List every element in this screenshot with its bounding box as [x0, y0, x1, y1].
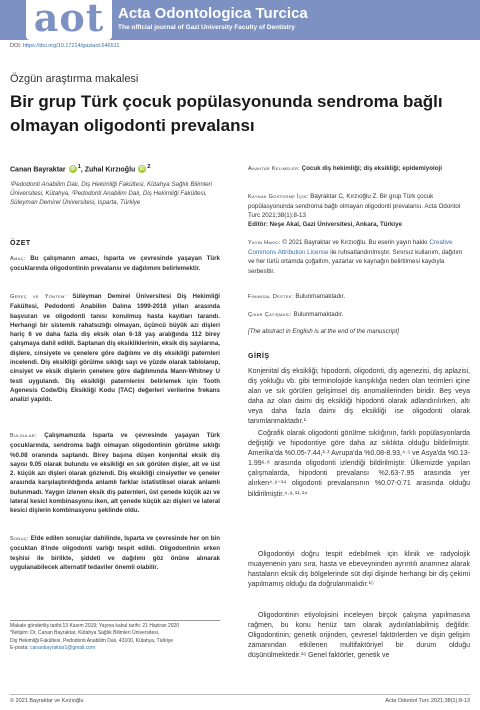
editor-text: Neşe Akal, Gazi Üniversitesi, Ankara, Türkiye: [269, 221, 402, 228]
citation-label: Kaynak Gösterme İçin:: [248, 194, 309, 200]
footer-citation: Acta Odontol Turc 2021;38(1):8-13: [385, 698, 470, 704]
cc-license-link[interactable]: Creative Commons Attribution License: [248, 239, 453, 257]
journal-logo: [26, 0, 112, 40]
abstract-note: [The abstract in English is at the end of the manuscript]: [248, 328, 399, 335]
footnote-dates: Makale gönderiliş tarihi:13 Kasım 2019; Yayına kabul tarihi: 21 Haziran 2020: [10, 623, 180, 629]
ozet-heading: ÖZET: [10, 240, 31, 247]
keywords-text: Çocuk diş hekimliği; diş eksikliği; epidemiyoloji: [301, 165, 442, 172]
amac-label: Amaç:: [10, 256, 26, 262]
editor: [248, 220, 470, 229]
orcid-icon[interactable]: iD: [70, 166, 76, 173]
email-link[interactable]: cananbayraktar1@gmail.com: [30, 644, 96, 651]
editor-label: Editör:: [248, 221, 268, 228]
amac-text: Bu çalışmanın amacı, Isparta ve çevresinde yaşayan Türk çocuklarında oligodontinin prevalansı ve dağılımını belirlemektir.: [10, 255, 220, 273]
author-2-sup: 2: [147, 164, 151, 170]
footer-copyright: © 2021 Bayraktar ve Kırzıoğlu: [10, 698, 84, 704]
footnote-divider: [10, 620, 220, 621]
abstract-sonuc: [10, 534, 220, 572]
funding-label: Finansal Destek:: [248, 294, 294, 300]
copyright-text-2: ile ruhsatlandırılmıştır. Sınırsız kullanım, dağıtım ve her türlü ortamda çoğaltım, yazarlar ve kaynağın belirtilmesi kaydıyla serbesttir.: [248, 249, 463, 275]
citation-text: Bayraktar C, Kırzıoğlu Z. Bir grup Türk çocuk popülasyonunda sendroma bağlı olmayan oligodonti prevalansı. Acta Odontol Turc 2021;38(1):8-13: [248, 193, 461, 220]
email-label: E-posta:: [10, 644, 31, 651]
affiliations: ¹Pedodonti Anabilim Dalı, Diş Hekimliği Fakültesi, Kütahya Sağlık Bilimleri Üniversitesi, Kütahya, ²Pedodonti Anabilim Dalı, Diş Hekimliği Fakültesi, Süleyman Demirel Üniversitesi, Isparta, Türkiye: [10, 181, 212, 206]
giris-paragraph-4: Oligodontinin etiyolojisini inceleyen birçok çalışma yapılmasına rağmen, bu konu henüz tam olarak aydınlatılabilmiş değildir. Oligodontinin; genetik orijinden, çevresel faktörlerden ve dişin gelişim zamanından etkilenen multifaktöriyel bir durum olduğu düşünülmektedir.¹⁶ Genel faktörler, genetik ve: [248, 612, 470, 660]
footnote-email-line: [10, 645, 240, 652]
bulgular-text: Çalışmamızda Isparta ve çevresinde yaşayan Türk çocuklarında, sendroma bağlı olmayan oligodontinin görülme sıklığı %0.08 oranında saptandı. Birey başına düşen konjenital eksik diş sayısı 9.05 olarak bulundu ve eksikliği en sık görülen dişler, alt ve üst 2. küçük azı dişleri olarak gözlendi. Diş eksikliği cinsiyetler ve çeneler arasında karşılaştırıldığında anlamlı farklar istatistiksel olarak anlamlı bulunmadı. Yaygın izlenen eksik diş paternleri, üst çenede küçük azı ve lateral kesici kombinasyonu iken, alt çenede küçük azı dişleri ve lateral kesici dişlerin kombinasyonu şeklinde oldu.: [10, 432, 220, 515]
journal-title: Acta Odontologica Turcica: [118, 5, 308, 22]
author-line: Canan Bayraktar iD $^1$, Zuhal Kırzıoğlu iD $^2$: [10, 164, 151, 174]
copyright: [248, 238, 470, 276]
giris-paragraph-3: Oligodontiyi doğru tespit edebilmek için klinik ve radyolojik muayenenin yanı sıra, hasta ve ebeveyninden ayrıntılı anamnez alarak hastaların eksik diş bölgelerinde süt dişi dişinde herhangi bir diş çekimi yapılmamış olduğu da doğrulanmalıdır.¹⁵: [248, 551, 470, 589]
abstract-bulgular: [10, 431, 220, 516]
author-2: Zuhal Kırzıoğlu: [84, 166, 136, 174]
orcid-icon[interactable]: iD: [139, 166, 145, 173]
sonuc-label: Sonuç:: [10, 536, 29, 542]
conflict-text: Bulunmamaktadır.: [293, 311, 344, 318]
journal-subtitle: The official journal of Gazi University Faculty of Dentistry: [118, 24, 295, 31]
doi-line: [10, 43, 119, 49]
funding-text: Bulunmamaktadır.: [295, 293, 346, 300]
footnote-address: Diş Hekimliği Fakültesi, Pedodonti Anabilim Dalı, 43100, Kütahya, Türkiye: [10, 637, 174, 644]
copyright-label: Yayın Hakkı:: [248, 240, 281, 246]
giris-heading: GİRİŞ: [248, 353, 270, 360]
article-type: Özgün araştırma makalesi: [10, 73, 139, 85]
doi-link[interactable]: https://doi.org/10.17214/gaziaot.646511: [22, 43, 120, 49]
conflict-label: Çıkar Çatışması:: [248, 312, 292, 318]
footnote-contact: *İletişim: Dr. Canan Bayraktar, Kütahya Sağlık Bilimleri Üniversitesi,: [10, 630, 160, 637]
footnote: [10, 623, 240, 652]
keywords: [248, 164, 470, 174]
doi-label: DOI:: [10, 43, 23, 49]
gy-text: Süleyman Demirel Üniversitesi Diş Hekimliği Fakültesi, Pedodonti Anabilim Dalına 1999-2018 yılları arasında başvuran ve oligodonti tanısı konulmuş hasta kayıtları tarandı. Herhangi bir sistemik rahatsızlığı olmayan, üçüncü büyük azı dişleri hariç 6 ve daha fazla diş eksik olan 6-18 yaş aralığında 112 birey çalışmaya dahil edildi. Saptanan diş eksikliklerinin, eksik diş sayılarına, dişlere, cinsiyete ve çenelere göre dağılımı ve diş eksikliği paternleri incelendi. Diş eksikliği görülme sıklığı sayı ve yüzde olarak tablolanıp, cinsiyet ve eksik dişlerin çenelere göre dağılımında Mann-Whitney U testi uygulandı. Diş eksikliği paternlerini belirlemek için Tooth Agenesis Code/Diş Eksikliği Kodu (TAC) değerleri verilerine frekans analizi yapıldı.: [10, 293, 220, 404]
author-1-sup: 1: [77, 164, 81, 170]
sonuc-text: Elde edilen sonuçlar dahilinde, Isparta ve çevresinde her on bin çocuktan 8'inde oligodonti varlığı tespit edildi. Oligodontinin erken teşhisi ile birlikte, şiddeti ve dağılımı göz önüne alınarak uygulanabilecek alternatif tedaviler önemli olabilir.: [10, 535, 220, 571]
article-title: Bir grup Türk çocuk popülasyonunda sendroma bağlı olmayan oligodonti prevalansı: [10, 92, 443, 135]
citation: [248, 192, 470, 221]
gy-label: Gereç ve Yöntem:: [10, 294, 67, 300]
copyright-text: © 2021 Bayraktar ve Kırzıoğlu. Bu eserin yayın hakkı: [282, 239, 428, 246]
author-1: Canan Bayraktar: [10, 166, 66, 174]
conflict: [248, 310, 470, 320]
giris-paragraph-2: Coğrafik olarak oligodonti görülme sıklığının, farklı popülasyonlarda değiştiği ve hipodontiye göre daha az sıklıkta olduğu bildirilmiştir. Amerika'da %0.05-7.44,²·³ Avrupa'da %0.08-8.93,⁴·⁵ ve Asya'da %0.13-1.99⁶·⁸ arasında oligodonti izlendiği bildirilmiştir. Ülkemizde yapılan çalışmalarda, hipodonti prevalansı %2.63-7.95 arasında yer alırken⁴·⁹⁻¹⁴ oligodonti prevalansının %0.07-0.71 arasında olduğu bildirilmiştir.⁴·⁹·¹¹·¹⁴: [248, 430, 470, 498]
keywords-label: Anahtar Kelimeler:: [248, 166, 300, 172]
footer-divider: [10, 694, 470, 695]
logo-text: aot: [33, 0, 105, 40]
abstract-gereç: [10, 292, 220, 405]
abstract-amac: [10, 254, 220, 274]
journal-header: [0, 0, 480, 40]
bulgular-label: Bulgular:: [10, 433, 37, 439]
giris-paragraph-1: Konjenital diş eksikliği; hipodonti, oligodonti, diş agenezisi, diş aplazisi, diş yokluğu vb. gibi terminolojide karışıklığa neden olan terimleri içine alan ve sık görülen gelişimsel diş anomalilerinden biridir. Beş veya daha az olan daimi diş eksikliği hipodonti olarak adlandırılırken, altı veya daha fazla daimi diş eksikliği ise oligodonti olarak tanımlanmaktadır.¹: [248, 368, 470, 426]
funding: [248, 292, 470, 302]
